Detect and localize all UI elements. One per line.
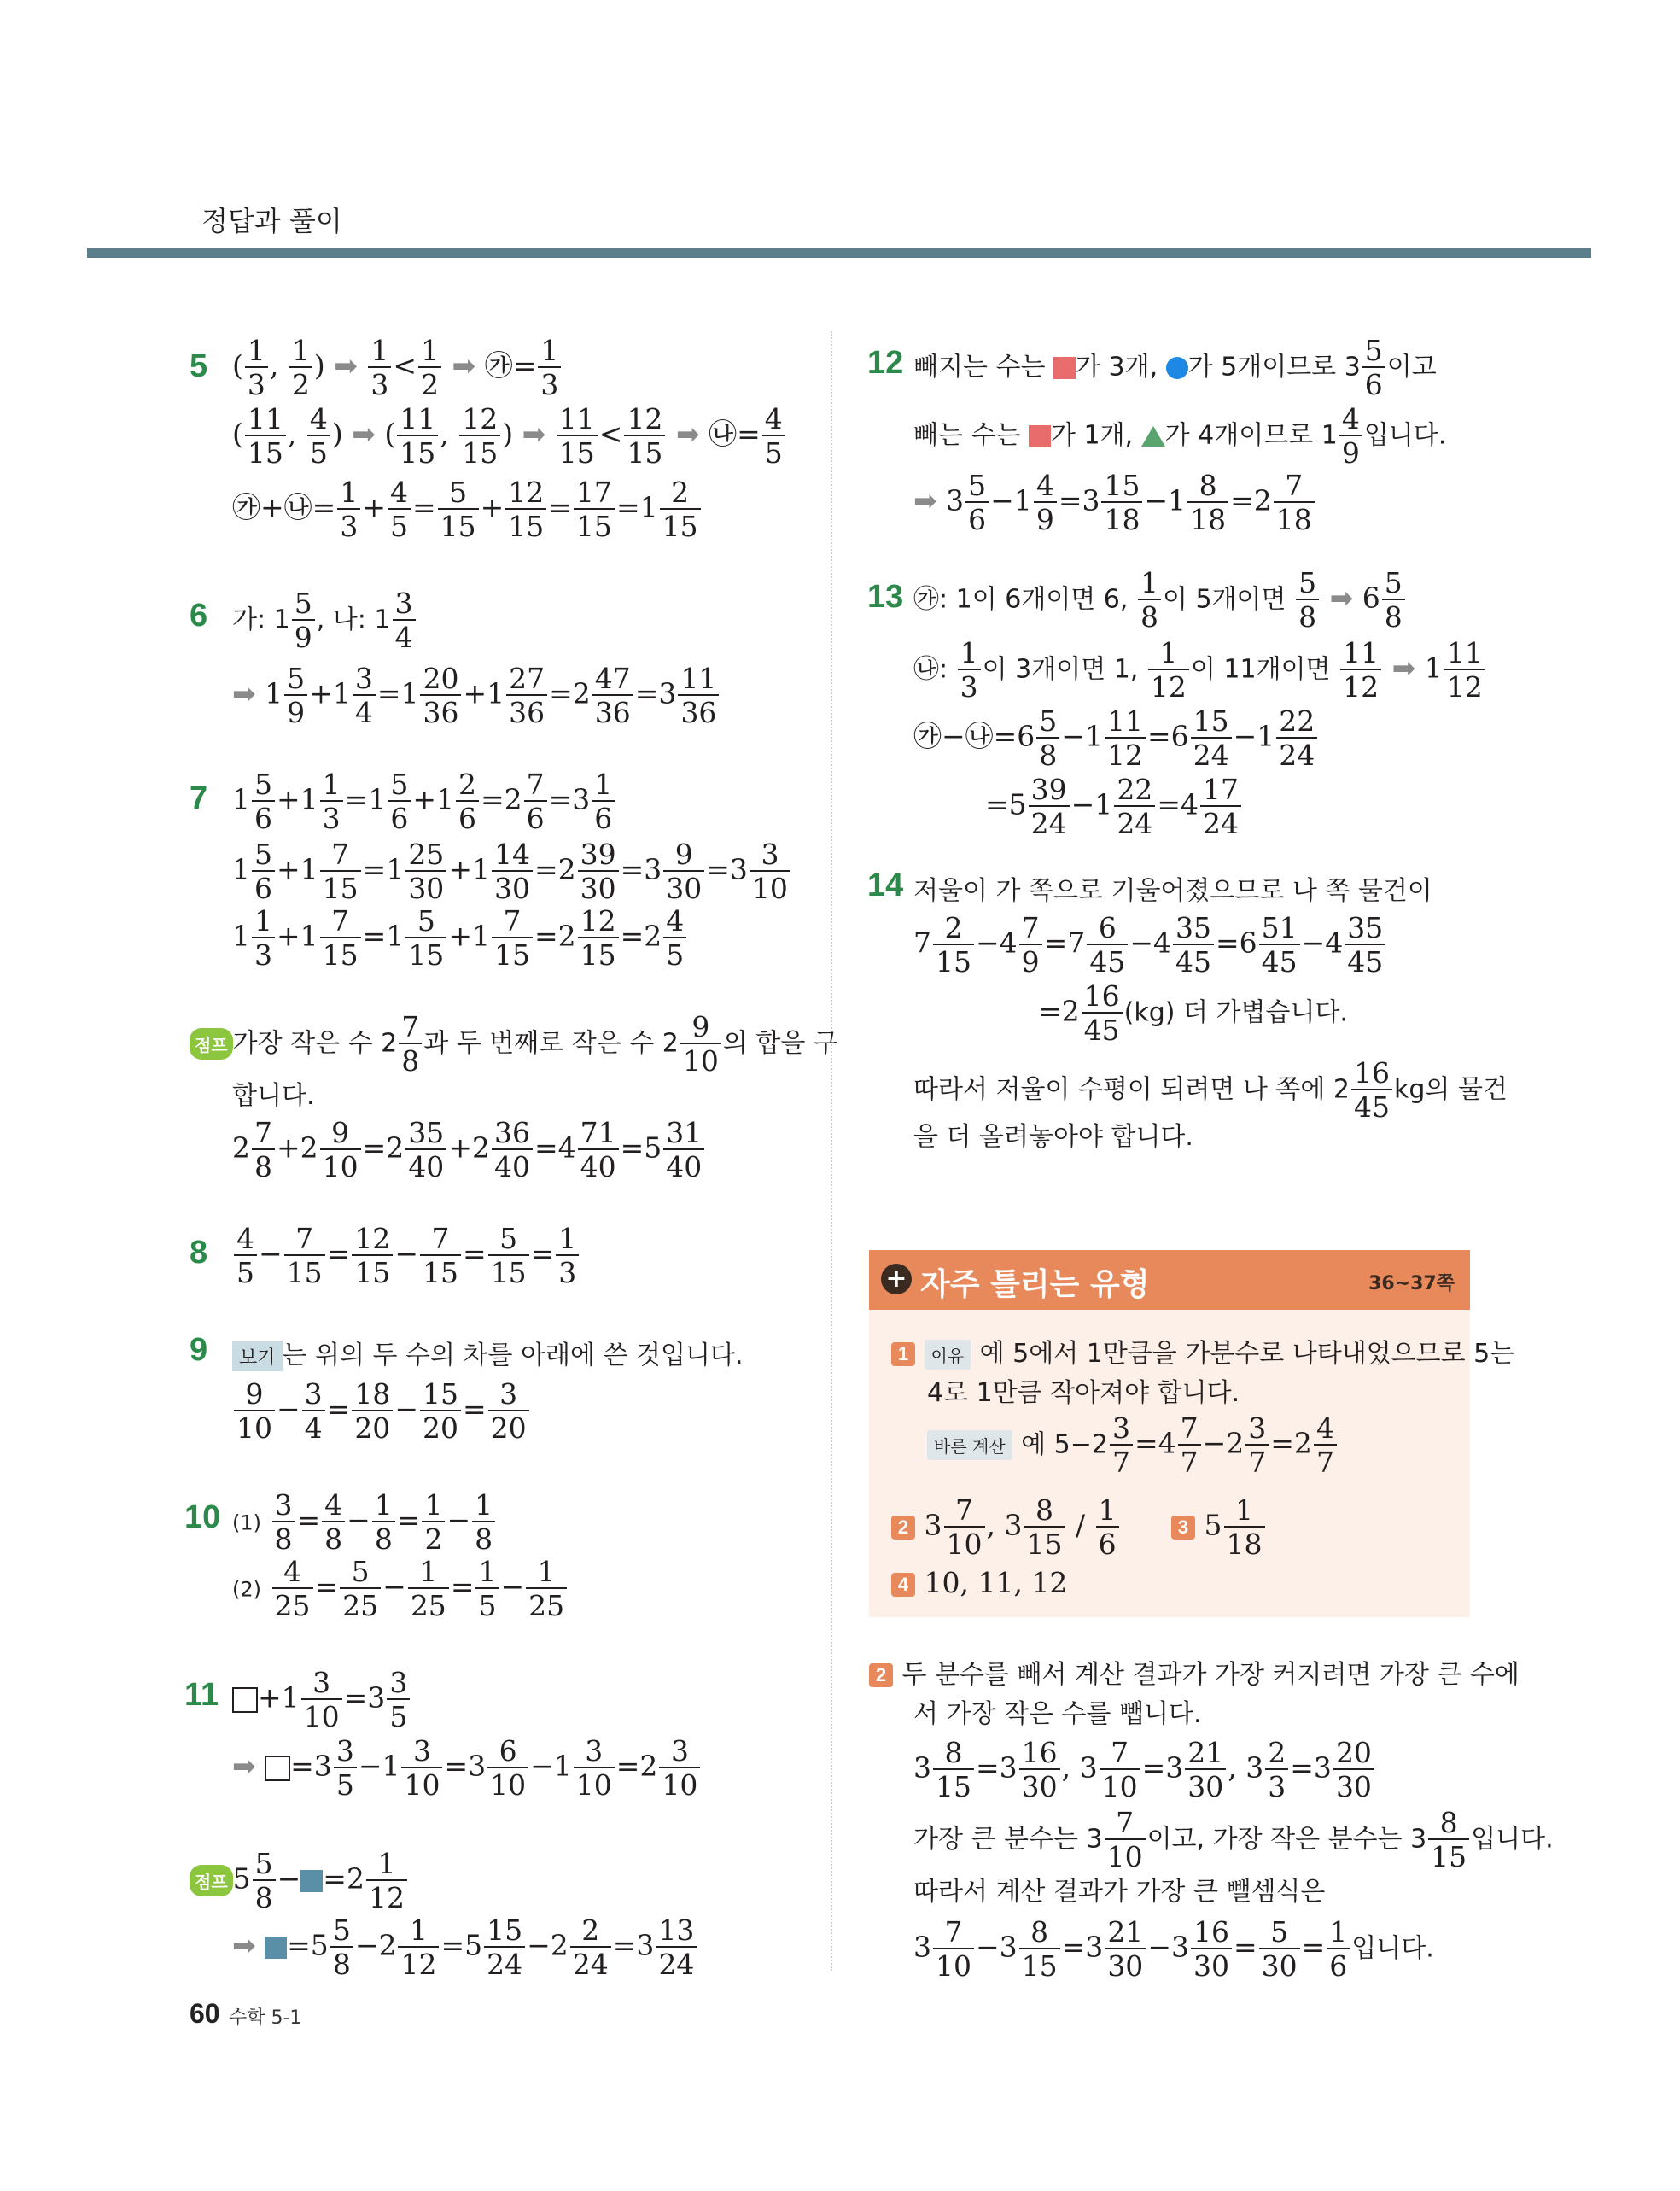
tip-2-line-2: ➡ =5 $\frac{5}{8}$ −2 $\frac{1}{12}$ =5 $\frac{15}{24}$ −2 $\frac{2}{24}$ =3 $\frac{13}{24}$ [232, 1916, 698, 1978]
q5-line-3: ㉮+㉯= $\frac{1}{3}$ + $\frac{4}{5}$ = $\frac{5}{15}$ + $\frac{12}{15}$ = $\frac{17}{15}$ =1 $\frac{2}{15}$ [232, 478, 703, 540]
q14-line-5: 을 더 올려놓아야 합니다. [913, 1122, 1193, 1152]
banner-title: 자주 틀리는 유형 [920, 1267, 1150, 1302]
b2-line-1: 2 두 분수를 빼서 계산 결과가 가장 커지려면 가장 큰 수에 [869, 1653, 1520, 1691]
red-square-icon [1053, 357, 1076, 379]
panel-item-1-line-3: 바른 계산 예 5−2 $\frac{3}{7}$ =4 $\frac{7}{7}$ −2 $\frac{3}{7}$ =2 $\frac{4}{7}$ [927, 1414, 1339, 1476]
q13-line-2: ㉯: $\frac{1}{3}$ 이 3개이면 1, $\frac{1}{12}$ 이 11개이면 $\frac{11}{12}$ ➡ 1 $\frac{11}{12}$ [913, 639, 1487, 701]
arrow-icon: ➡ [232, 676, 256, 710]
tip-badge: 점프 [190, 1865, 233, 1896]
column-divider [831, 331, 832, 1971]
arrow-icon: ➡ [675, 417, 700, 451]
q7-line-3: 1 $\frac{1}{3}$ +1 $\frac{7}{15}$ =1 $\frac{5}{15}$ +1 $\frac{7}{15}$ =2 $\frac{12}{15}$ =2 $\frac{4}{5}$ [232, 907, 688, 969]
arrow-icon: ➡ [334, 348, 358, 383]
green-triangle-icon [1141, 426, 1165, 447]
question-number-11: 11 [184, 1677, 219, 1713]
arrow-icon: ➡ [232, 1749, 256, 1783]
q12-line-2: 빼는 수는 가 1개, 가 4개이므로 1 $\frac{4}{9}$ 입니다. [913, 402, 1447, 470]
arrow-icon: ➡ [1391, 651, 1416, 685]
question-number-13: 13 [867, 579, 904, 615]
q11-line-1: +1 $\frac{3}{10}$ =3 $\frac{3}{5}$ [232, 1668, 411, 1731]
banner-page-range: 36~37쪽 [1368, 1273, 1455, 1294]
question-number-5: 5 [190, 348, 208, 384]
tip-badge: 점프 [190, 1028, 233, 1060]
empty-box-icon [265, 1756, 290, 1781]
q12-line-1: 빼지는 수는 가 3개, 가 5개이므로 3 $\frac{5}{6}$ 이고 [913, 334, 1437, 401]
q7-line-2: 1 $\frac{5}{6}$ +1 $\frac{7}{15}$ =1 $\frac{25}{30}$ +1 $\frac{14}{30}$ =2 $\frac{39}{30}$ =3 $\frac{9}{30}$ =3 $\frac{3}{10}$ [232, 840, 792, 903]
q14-line-4: 따라서 저울이 수평이 되려면 나 쪽에 2 $\frac{16}{45}$ kg의 물건 [913, 1056, 1508, 1124]
q14-line-3: =2 $\frac{16}{45}$ (kg) 더 가볍습니다. [1038, 979, 1348, 1047]
blue-square-icon [265, 1937, 287, 1959]
panel-item-1-line-1: 1 이유 예 5에서 1만큼을 가분수로 나타내었으므로 5는 [891, 1332, 1514, 1370]
q11-line-2: ➡ =3 $\frac{3}{5}$ −1 $\frac{3}{10}$ =3 $\frac{6}{10}$ −1 $\frac{3}{10}$ =2 $\frac{3}{10}$ [232, 1737, 702, 1799]
frequent-mistakes-banner [869, 1250, 1470, 1310]
q13-line-3: ㉮−㉯=6 $\frac{5}{8}$ −1 $\frac{11}{12}$ =6 $\frac{15}{24}$ −1 $\frac{22}{24}$ [913, 707, 1319, 769]
q13-line-4: =5 $\frac{39}{24}$ −1 $\frac{22}{24}$ =4 $\frac{17}{24}$ [985, 775, 1243, 838]
question-number-9: 9 [190, 1332, 208, 1368]
b2-line-3: 3 $\frac{8}{15}$ =3 $\frac{16}{30}$ , 3 $\frac{7}{10}$ =3 $\frac{21}{30}$ , 3 $\frac{2}{3}$ =3 $\frac{20}{30}$ [913, 1738, 1376, 1801]
empty-box-icon [232, 1687, 258, 1713]
header-rule [87, 248, 1591, 258]
q14-line-2: 7 $\frac{2}{15}$ −4 $\frac{7}{9}$ =7 $\frac{6}{45}$ −4 $\frac{35}{45}$ =6 $\frac{51}{45}$ −4 $\frac{35}{45}$ [913, 914, 1387, 976]
q8-line-1: $\frac{4}{5}$ − $\frac{7}{15}$ = $\frac{12}{15}$ − $\frac{7}{15}$ = $\frac{5}{15}$ = $\frac{1}{3}$ [232, 1224, 580, 1287]
q14-line-1: 저울이 가 쪽으로 기울어졌으므로 나 쪽 물건이 [913, 876, 1432, 906]
q10-line-2: (2) $\frac{4}{25}$ = $\frac{5}{25}$ − $\frac{1}{25}$ = $\frac{1}{5}$ − $\frac{1}{25}$ [232, 1557, 569, 1620]
q5-line-2: ( $\frac{11}{15}$ , $\frac{4}{5}$ ) ➡ ( $\frac{11}{15}$ , $\frac{12}{15}$ ) ➡ $\frac{11}{15}$ < $\frac{12}{15}$ ➡ ㉯= $\frac{4}{5}$ [232, 405, 787, 467]
panel-item-4: 4 10, 11, 12 [891, 1566, 1067, 1599]
b2-line-2: 서 가장 작은 수를 뺍니다. [913, 1699, 1202, 1729]
page-number: 60 [190, 1998, 220, 2029]
tip-1-line-1: 점프 가장 작은 수 2 $\frac{7}{8}$ 과 두 번째로 작은 수 2 $\frac{9}{10}$ 의 합을 구 [190, 1013, 838, 1075]
reason-label: 이유 [925, 1340, 971, 1370]
question-number-6: 6 [190, 598, 208, 634]
arrow-icon: ➡ [913, 483, 937, 517]
arrow-icon: ➡ [452, 348, 476, 383]
q7-line-1: 1 $\frac{5}{6}$ +1 $\frac{1}{3}$ =1 $\frac{5}{6}$ +1 $\frac{2}{6}$ =2 $\frac{7}{6}$ =3 $\frac{1}{6}$ [232, 770, 616, 833]
question-number-10: 10 [184, 1499, 221, 1535]
question-number-8: 8 [190, 1235, 208, 1271]
blue-circle-icon [1166, 357, 1188, 379]
b2-line-4: 가장 큰 분수는 3 $\frac{7}{10}$ 이고, 가장 작은 분수는 3 $\frac{8}{15}$ 입니다. [913, 1806, 1554, 1873]
q13-line-1: ㉮: 1이 6개이면 6, $\frac{1}{8}$ 이 5개이면 $\frac{5}{8}$ ➡ 6 $\frac{5}{8}$ [913, 569, 1407, 631]
arrow-icon: ➡ [522, 417, 546, 451]
bogi-label: 보기 [232, 1341, 283, 1371]
panel-item-2: 2 3 $\frac{7}{10}$ , 3 $\frac{8}{15}$ / $\frac{1}{6}$ [891, 1496, 1121, 1558]
question-number-12: 12 [867, 345, 904, 381]
b2-line-5: 따라서 계산 결과가 가장 큰 뺄셈식은 [913, 1877, 1326, 1907]
panel-item-3: 3 5 $\frac{1}{18}$ [1171, 1496, 1267, 1558]
question-number-7: 7 [190, 780, 208, 816]
q6-line-1: 가: 1 $\frac{5}{9}$ , 나: 1 $\frac{3}{4}$ [232, 589, 417, 651]
correct-calc-label: 바른 계산 [927, 1430, 1012, 1460]
arrow-icon: ➡ [232, 1928, 256, 1962]
footer-subject: 수학 5-1 [229, 2007, 302, 2029]
arrow-icon: ➡ [1329, 581, 1354, 615]
q12-line-3: ➡ 3 $\frac{5}{6}$ −1 $\frac{4}{9}$ =3 $\frac{15}{18}$ −1 $\frac{8}{18}$ =2 $\frac{7}{18}$ [913, 471, 1316, 534]
question-number-14: 14 [867, 868, 904, 903]
b2-line-6: 3 $\frac{7}{10}$ −3 $\frac{8}{15}$ =3 $\frac{21}{30}$ −3 $\frac{16}{30}$ = $\frac{5}{30}$ = $\frac{1}{6}$ 입니다. [913, 1915, 1434, 1983]
tip-2-line-1: 점프 5 $\frac{5}{8}$ − =2 $\frac{1}{12}$ [190, 1849, 409, 1912]
tip-1-line-2: 합니다. [232, 1081, 315, 1111]
q9-line-2: $\frac{9}{10}$ − $\frac{3}{4}$ = $\frac{18}{20}$ − $\frac{15}{20}$ = $\frac{3}{20}$ [232, 1380, 531, 1442]
q5-line-1: ( $\frac{1}{3}$ , $\frac{1}{2}$ ) ➡ $\frac{1}{3}$ < $\frac{1}{2}$ ➡ ㉮= $\frac{1}{3}$ [232, 336, 563, 399]
q6-line-2: ➡ 1 $\frac{5}{9}$ +1 $\frac{3}{4}$ =1 $\frac{20}{36}$ +1 $\frac{27}{36}$ =2 $\frac{47}{36}$ =3 $\frac{11}{36}$ [232, 664, 720, 727]
q10-line-1: (1) $\frac{3}{8}$ = $\frac{4}{8}$ − $\frac{1}{8}$ = $\frac{1}{2}$ − $\frac{1}{8}$ [232, 1491, 497, 1553]
tip-1-line-3: 2 $\frac{7}{8}$ +2 $\frac{9}{10}$ =2 $\frac{35}{40}$ +2 $\frac{36}{40}$ =4 $\frac{71}{40}$ =5 $\frac{31}{40}$ [232, 1119, 706, 1181]
q9-line-1: 보기 는 위의 두 수의 차를 아래에 쓴 것입니다. [232, 1334, 743, 1371]
arrow-icon: ➡ [352, 417, 376, 451]
panel-item-1-line-2: 4로 1만큼 작아져야 합니다. [927, 1378, 1240, 1408]
plus-circle-icon: + [881, 1264, 912, 1294]
blue-square-icon [300, 1870, 323, 1892]
red-square-icon [1029, 425, 1051, 447]
page-header-title: 정답과 풀이 [201, 205, 342, 237]
